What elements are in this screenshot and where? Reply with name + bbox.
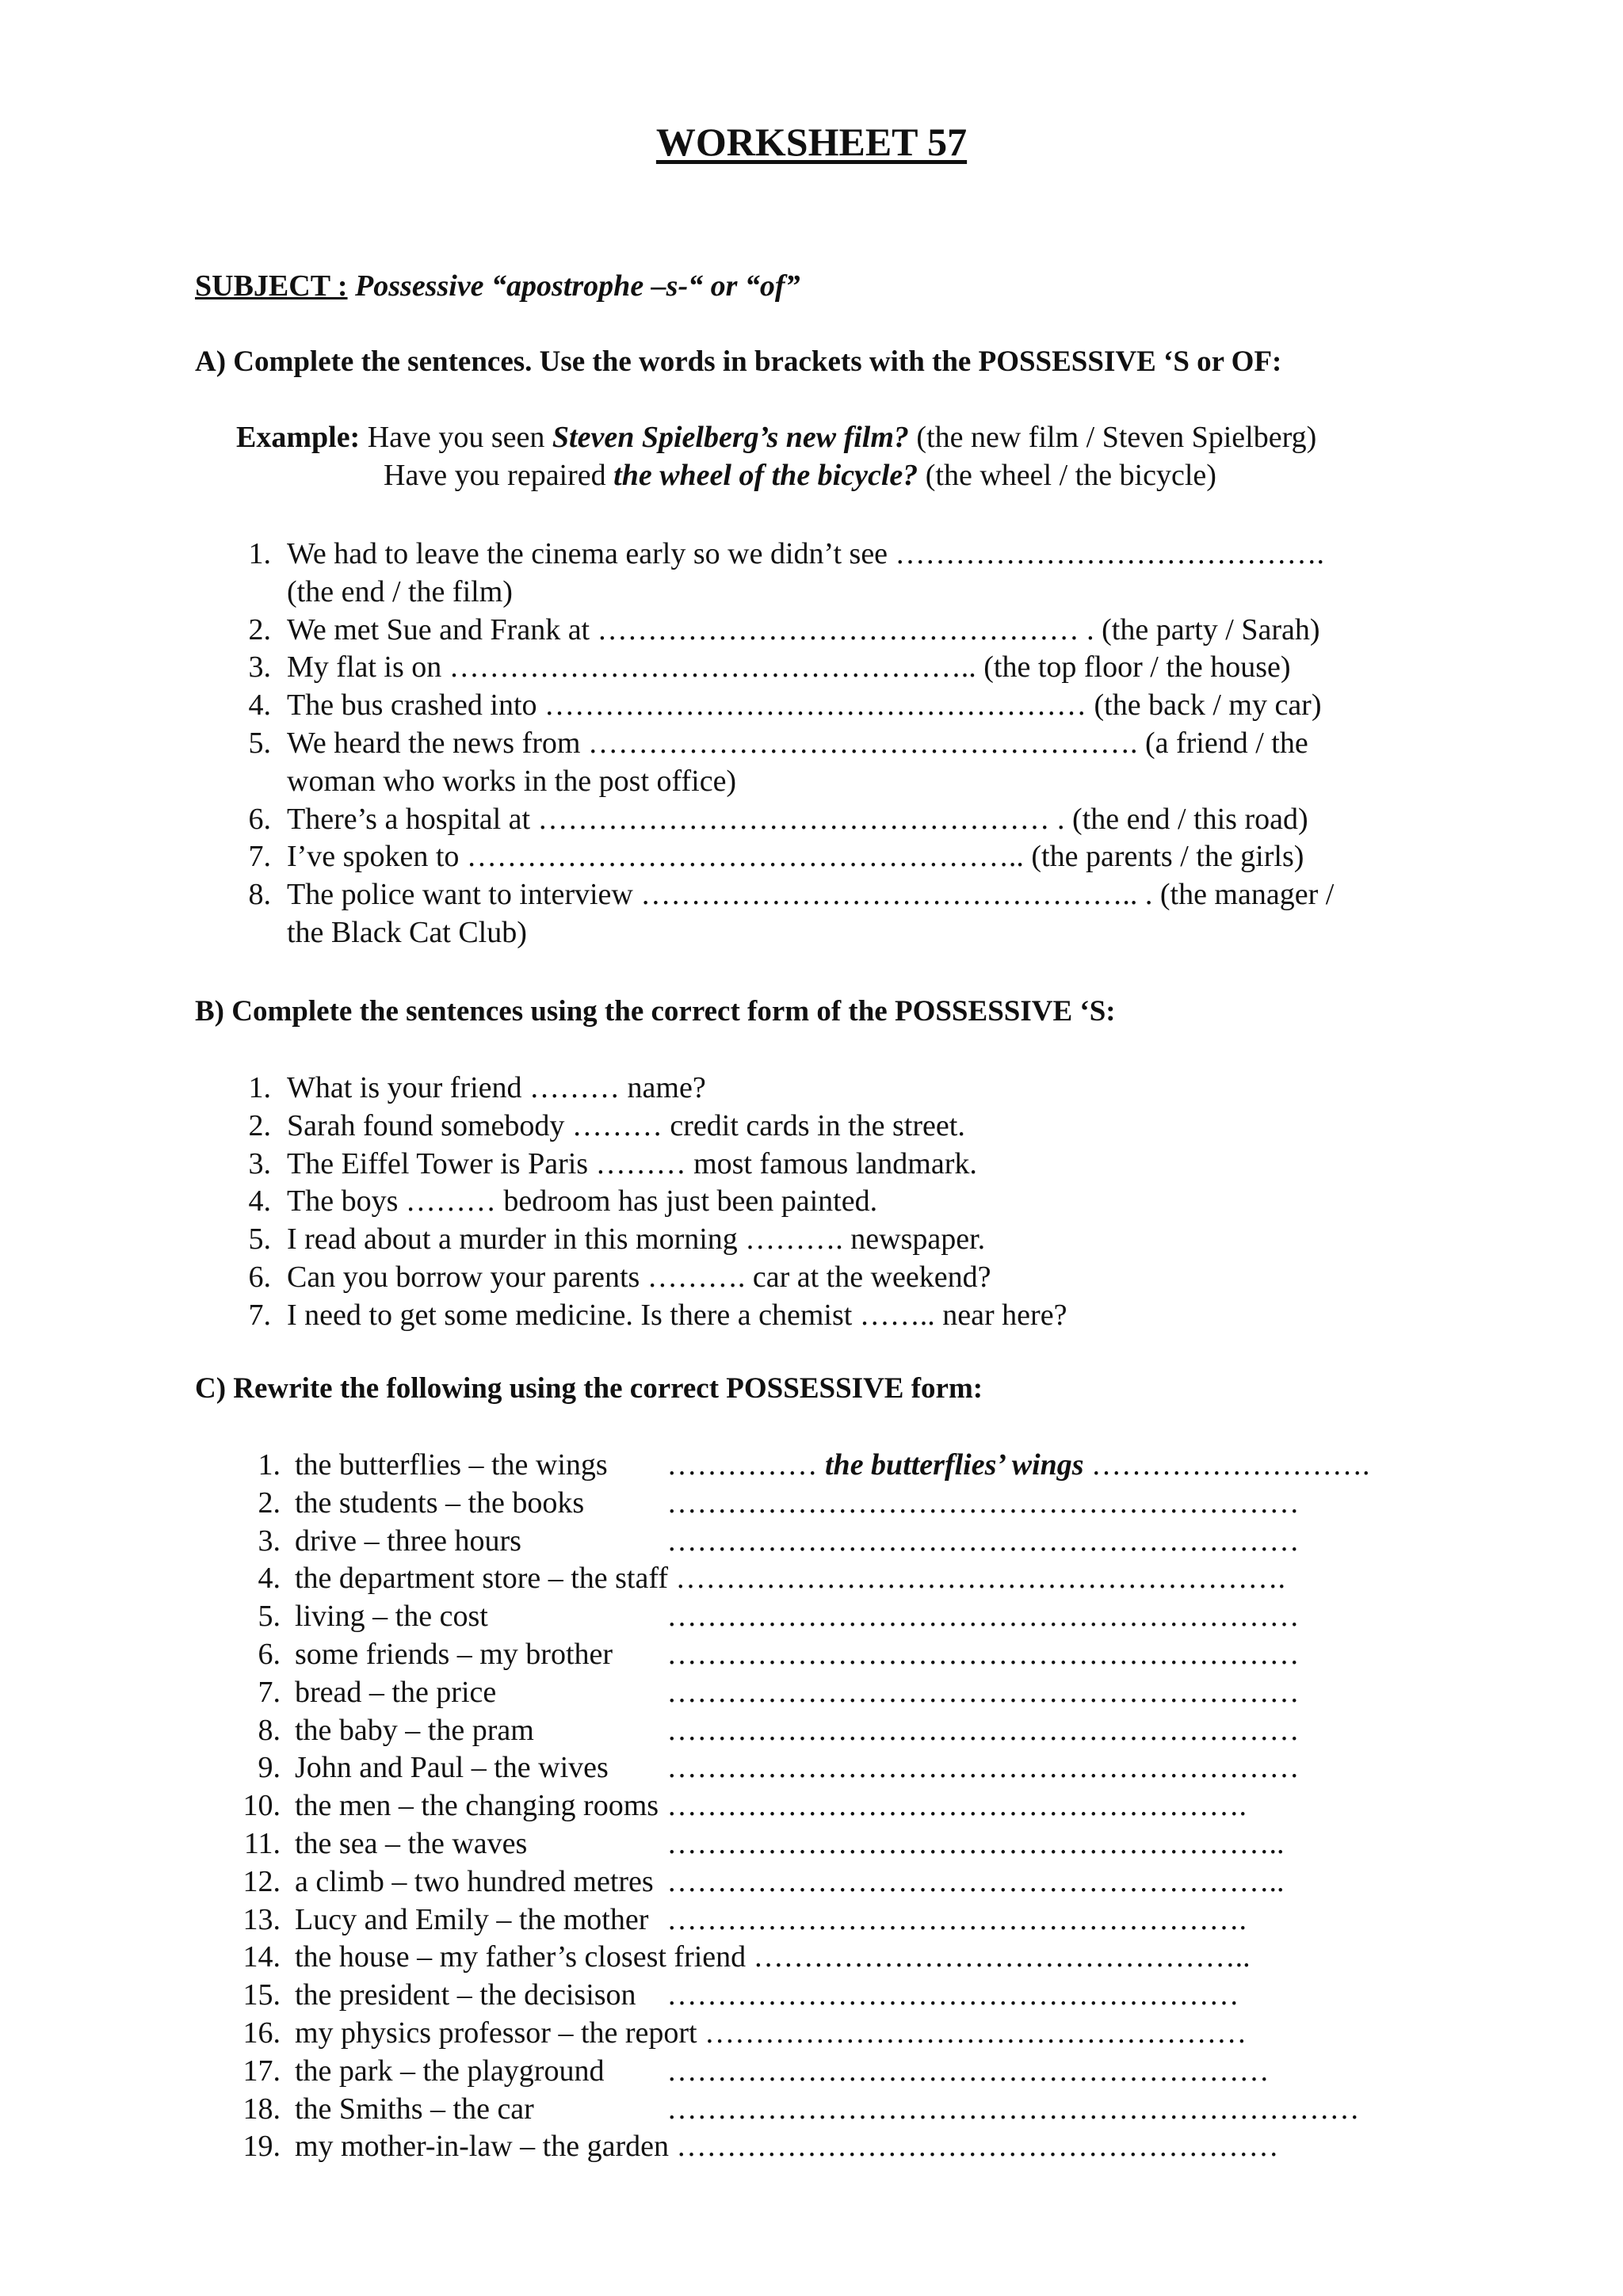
- item-number: 6.: [258, 1637, 281, 1671]
- subject-label: SUBJECT :: [195, 269, 348, 303]
- item-prompt: a climb – two hundred metres: [295, 1864, 654, 1898]
- list-item: [242, 1787, 1370, 1825]
- item-number: 7.: [248, 840, 271, 874]
- answer-blank: ………………………………………………………: [666, 1751, 1300, 1785]
- sentence-text: My flat is on …………………………………………….. (the top floor / the house): [287, 650, 1291, 685]
- item-number: 1.: [258, 1448, 281, 1482]
- answer-blank: ……………………………………………………: [676, 2130, 1279, 2164]
- item-number: 14.: [242, 1940, 281, 1974]
- item-number: 3.: [258, 1524, 281, 1558]
- answer-blank: ……………………………………………………..: [666, 1826, 1285, 1860]
- answer-blank: ………………………………………………: [705, 2016, 1247, 2050]
- item-number: 11.: [243, 1826, 281, 1860]
- list-item: [242, 1977, 1370, 2015]
- item-number: 5.: [258, 1600, 281, 1634]
- item-prompt: the sea – the waves: [295, 1826, 528, 1860]
- item-number: 7.: [258, 1675, 281, 1709]
- answer-blank: ……………………………………………………..: [666, 1864, 1285, 1898]
- item-number: 9.: [258, 1751, 281, 1785]
- sentence-text: We had to leave the cinema early so we didn’t see …………………………………….: [287, 537, 1325, 570]
- sentence-text: We heard the news from ………………………………………………. (a friend / the: [287, 726, 1308, 760]
- answer-blank: ………………………………………………………: [666, 1600, 1300, 1634]
- item-prompt: the baby – the pram: [295, 1713, 534, 1747]
- example-block: [236, 418, 1316, 494]
- sentence-text: What is your friend ……… name?: [287, 1071, 706, 1104]
- list-item: [258, 1447, 1370, 1485]
- answer-blank: …………………………………………………….: [675, 1562, 1285, 1596]
- list-item: [248, 838, 1334, 876]
- item-number: 4.: [248, 1184, 271, 1219]
- item-prompt: living – the cost: [295, 1600, 488, 1634]
- sentence-text: I read about a murder in this morning ………. newspaper.: [287, 1222, 986, 1257]
- item-number: 6.: [248, 802, 271, 836]
- example-line-1: [236, 418, 1316, 456]
- item-number: 2.: [258, 1486, 281, 1520]
- list-item: [248, 536, 1334, 612]
- item-number: 13.: [242, 1902, 281, 1936]
- sentence-text: The boys ……… bedroom has just been painted.: [287, 1184, 878, 1219]
- sentence-text: I need to get some medicine. Is there a chemist …….. near here?: [287, 1298, 1067, 1332]
- list-item: [248, 1070, 1067, 1108]
- list-item: [248, 1259, 1067, 1297]
- list-item: [248, 1221, 1067, 1259]
- sentence-text: The police want to interview ………………………………………….. . (the manager /: [287, 878, 1335, 912]
- answer-blank: ………………………………………………………: [666, 1524, 1300, 1558]
- sentence-continuation: (the end / the film): [287, 574, 513, 608]
- list-item: [242, 2053, 1370, 2091]
- list-item: [243, 1825, 1370, 1863]
- answer-dots: ……………………….: [1083, 1448, 1370, 1482]
- list-item: [242, 2015, 1370, 2053]
- example-answer: the wheel of the bicycle?: [613, 459, 918, 492]
- item-prompt: some friends – my brother: [295, 1637, 613, 1671]
- answer-blank: ………………………………………………………: [666, 1675, 1300, 1709]
- list-item: [242, 1939, 1370, 1977]
- answer-blank: ………………………………………………….: [666, 1789, 1247, 1823]
- sentence-text: I’ve spoken to ……………………………………………….. (the parents / the girls): [287, 840, 1304, 874]
- sentence-text: We met Sue and Frank at ………………………………………… . (the party / Sarah): [287, 612, 1320, 646]
- answer-dots: ……………: [666, 1448, 825, 1482]
- list-item: [248, 801, 1334, 839]
- item-number: 2.: [248, 1108, 271, 1142]
- example-hint: (the new film / Steven Spielberg): [908, 421, 1317, 454]
- list-item: [258, 1636, 1370, 1674]
- item-prompt: the president – the decisison: [295, 1978, 636, 2012]
- list-item: [248, 687, 1334, 725]
- answer-blank: …………………………………………..: [753, 1940, 1251, 1974]
- item-number: 12.: [242, 1864, 281, 1898]
- list-item: [258, 1712, 1370, 1750]
- answer-blank: ……………………………………………………: [666, 2054, 1270, 2088]
- section-a-list: [248, 536, 1335, 952]
- sentence-continuation: woman who works in the post office): [287, 764, 737, 798]
- example-text: Have you repaired: [384, 459, 614, 492]
- item-prompt: the butterflies – the wings: [295, 1448, 608, 1482]
- answer-blank: …………………………………………………: [666, 1978, 1239, 2012]
- item-number: 16.: [242, 2016, 281, 2050]
- list-item: [248, 1183, 1067, 1221]
- list-item: [258, 1598, 1370, 1636]
- item-number: 10.: [242, 1789, 281, 1823]
- list-item: [248, 876, 1335, 952]
- list-item: [258, 1560, 1370, 1598]
- item-number: 19.: [242, 2130, 281, 2164]
- answer-blank: ………………………………………………………: [666, 1486, 1300, 1520]
- item-number: 2.: [248, 612, 271, 646]
- item-prompt: the students – the books: [295, 1486, 585, 1520]
- section-c-list: [242, 1447, 1370, 2166]
- answer-blank: ………………………………………………….: [666, 1902, 1247, 1936]
- list-item: [258, 1674, 1370, 1712]
- item-prompt: drive – three hours: [295, 1524, 521, 1558]
- item-number: 1.: [248, 1071, 271, 1104]
- list-item: [242, 2128, 1370, 2166]
- list-item: [248, 1108, 1067, 1146]
- list-item: [258, 1523, 1370, 1561]
- example-text: Have you seen: [360, 421, 552, 454]
- list-item: [248, 1146, 1067, 1184]
- list-item: [248, 649, 1334, 687]
- item-prompt: my mother-in-law – the garden: [295, 2130, 669, 2164]
- subject-line: [195, 268, 800, 304]
- item-prompt: my physics professor – the report: [295, 2016, 697, 2050]
- sentence-text: There’s a hospital at …………………………………………… . (the end / this road): [287, 802, 1308, 836]
- item-number: 17.: [242, 2054, 281, 2088]
- example-line-2: [236, 456, 1316, 494]
- item-prompt: the house – my father’s closest friend: [295, 1940, 747, 1974]
- sentence-continuation: the Black Cat Club): [287, 915, 527, 949]
- sentence-text: The Eiffel Tower is Paris ……… most famous landmark.: [287, 1146, 977, 1180]
- item-number: 4.: [258, 1562, 281, 1596]
- sentence-text: The bus crashed into ……………………………………………… (the back / my car): [287, 688, 1322, 723]
- item-number: 1.: [248, 537, 271, 570]
- section-a-heading: A) Complete the sentences. Use the words in brackets with the POSSESSIVE ‘S or OF:: [195, 345, 1282, 378]
- example-answer: the butterflies’ wings: [825, 1448, 1084, 1482]
- item-prompt: bread – the price: [295, 1675, 497, 1709]
- section-b-list: [248, 1070, 1067, 1335]
- item-number: 3.: [248, 650, 271, 685]
- item-prompt: the park – the playground: [295, 2054, 605, 2088]
- item-number: 4.: [248, 688, 271, 723]
- example-label: Example:: [236, 421, 361, 454]
- example-hint: (the wheel / the bicycle): [918, 459, 1216, 492]
- example-answer: Steven Spielberg’s new film?: [552, 421, 909, 454]
- sentence-text: Can you borrow your parents ………. car at the weekend?: [287, 1260, 991, 1294]
- list-item: [258, 1485, 1370, 1523]
- answer-blank: ………………………………………………………: [666, 1713, 1300, 1747]
- item-number: 15.: [242, 1978, 281, 2012]
- section-c-heading: C) Rewrite the following using the correct POSSESSIVE form:: [195, 1372, 983, 1405]
- page-title: WORKSHEET 57: [655, 120, 968, 164]
- item-prompt: the Smiths – the car: [295, 2092, 534, 2126]
- list-item: [242, 2091, 1370, 2129]
- item-number: 8.: [248, 878, 271, 912]
- sentence-text: Sarah found somebody ……… credit cards in the street.: [287, 1108, 965, 1142]
- item-number: 5.: [248, 1222, 271, 1257]
- answer-blank: ……………………………………………………………: [666, 2092, 1360, 2126]
- item-prompt: John and Paul – the wives: [295, 1751, 609, 1785]
- item-number: 7.: [248, 1298, 271, 1332]
- list-item: [248, 725, 1334, 801]
- answer-blank: ………………………………………………………: [666, 1637, 1300, 1671]
- item-number: 6.: [248, 1260, 271, 1294]
- list-item: [248, 1297, 1067, 1335]
- section-b-heading: B) Complete the sentences using the correct form of the POSSESSIVE ‘S:: [195, 995, 1116, 1028]
- list-item: [248, 612, 1334, 650]
- list-item: [258, 1749, 1370, 1787]
- item-number: 8.: [258, 1713, 281, 1747]
- item-number: 3.: [248, 1146, 271, 1180]
- list-item: [242, 1863, 1370, 1901]
- subject-value: Possessive “apostrophe –s-“ or “of”: [355, 269, 800, 303]
- item-number: 5.: [248, 726, 271, 760]
- item-prompt: Lucy and Emily – the mother: [295, 1902, 649, 1936]
- list-item: [242, 1901, 1370, 1939]
- item-prompt: the department store – the staff: [295, 1562, 668, 1596]
- item-number: 18.: [242, 2092, 281, 2126]
- item-prompt: the men – the changing rooms: [295, 1789, 659, 1823]
